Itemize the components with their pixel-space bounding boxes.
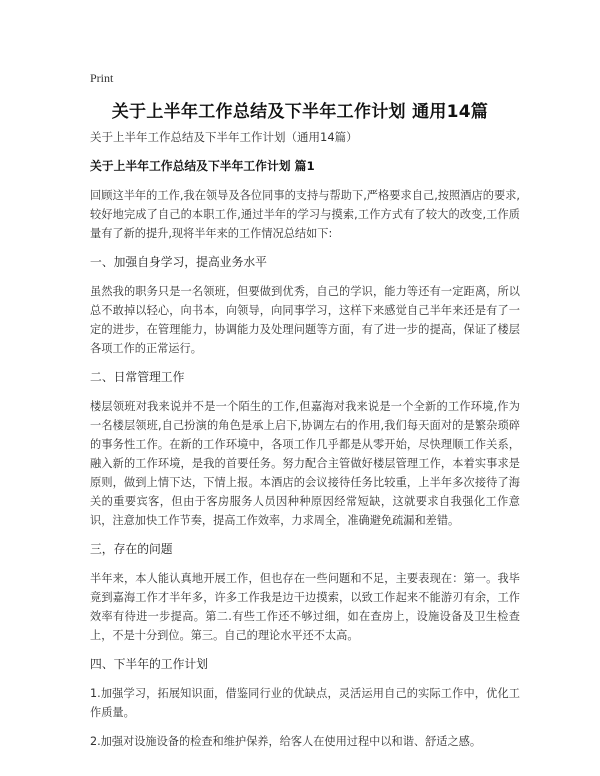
section-heading-3: 三，存在的问题 — [90, 542, 173, 556]
plan-item-1: 1.加强学习，拓展知识面，借鉴同行业的优缺点，灵活运用自己的实际工作中，优化工作质量。 — [90, 687, 520, 719]
section-heading-2: 二、日常管理工作 — [90, 370, 185, 384]
plan-item-2: 2.加强对设施设备的检查和维护保养，给客人在使用过程中以和谐、舒适之感。 — [90, 735, 482, 748]
section-3-paragraph: 半年来，本人能认真地开展工作，但也存在一些问题和不足，主要表现在：第一。我毕竟到嘉海工作才半年多，许多工作我是边干边摸索，以致工作起来不能游刃有余，工作效率有待进一步提高。第二.有些工作还不够过细，如在查房上，设施设备及卫生检查上，不是十分到位。第三。自己的理论水平还不太高。 — [90, 572, 520, 642]
article-heading: 关于上半年工作总结及下半年工作计划 篇1 — [90, 159, 315, 173]
page-title: 关于上半年工作总结及下半年工作计划 通用14篇 — [111, 102, 489, 122]
section-heading-1: 一、加强自身学习，提高业务水平 — [90, 255, 267, 269]
section-1-paragraph: 虽然我的职务只是一名领班，但要做到优秀，自己的学识，能力等还有一定距离，所以总不敢掉以轻心，向书本，向领导，向同事学习，这样下来感觉自己半年来还是有了一定的进步，在管理能力，协调能力及处理问题等方面，有了进一步的提高，保证了楼层各项工作的正常运行。 — [90, 285, 520, 355]
section-2-paragraph: 楼层领班对我来说并不是一个陌生的工作,但嘉海对我来说是一个全新的工作环境,作为一名楼层领班,自己扮演的角色是承上启下,协调左右的作用,我们每天面对的是繁杂琐碎的事务性工作。在新的工作环境中，各项工作几乎都是从零开始，尽快理顺工作关系，融入新的工作环境，是我的首要任务。努力配合主管做好楼层管理工作，本着实事求是原则，做到上情下达，下情上报。本酒店的会议接待任务比较重，上半年多次接待了海关的重要宾客，但由于客房服务人员因种种原因经常短缺，这就要求自我强化工作意识，注意加快工作节奏，提高工作效率，力求周全，准确避免疏漏和差错。 — [90, 400, 520, 527]
document-body — [90, 128, 520, 761]
section-heading-4: 四、下半年的工作计划 — [90, 657, 208, 671]
document-subtitle: 关于上半年工作总结及下半年工作计划（通用14篇） — [90, 130, 358, 144]
print-link[interactable]: Print — [90, 71, 114, 85]
intro-paragraph: 回顾这半年的工作,我在领导及各位同事的支持与帮助下,严格要求自己,按照酒店的要求,较好地完成了自己的本职工作,通过半年的学习与摸索,工作方式有了较大的改变,工作质量有了新的提升,现将半年来的工作情况总结如下: — [90, 189, 520, 240]
